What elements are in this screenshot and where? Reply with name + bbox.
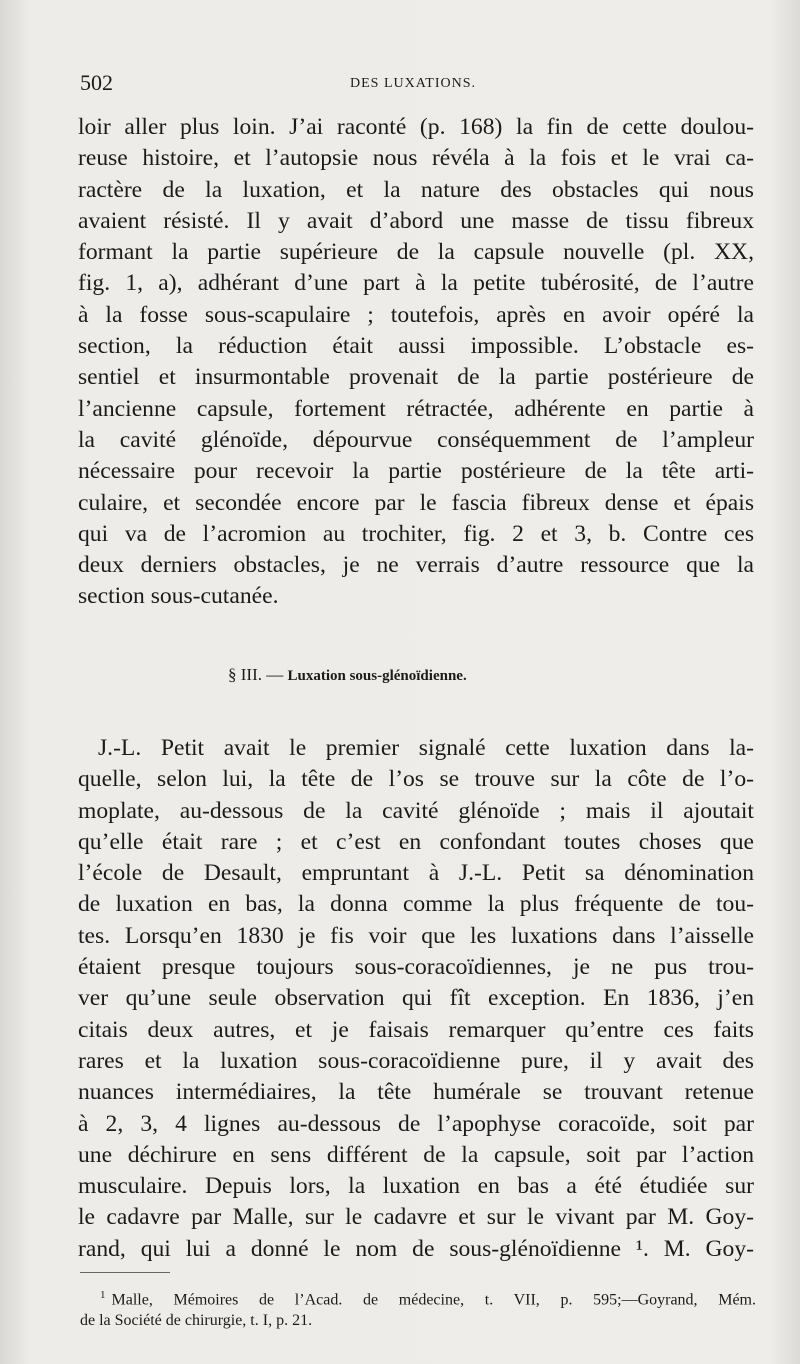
text-line: section sous-cutanée. bbox=[78, 583, 279, 610]
running-head: DES LUXATIONS. bbox=[350, 76, 476, 91]
text-line: à 2, 3, 4 lignes au-dessous de l’apophyse coracoïde, soit par bbox=[78, 1110, 754, 1137]
text-line: à la fosse sous-scapulaire ; toutefois, après en avoir opéré la bbox=[78, 301, 754, 328]
text-line: sentiel et insurmontable provenait de la partie postérieure de bbox=[78, 364, 754, 391]
text-line: section, la réduction était aussi impossible. L’obstacle es- bbox=[78, 333, 754, 360]
text-line: de luxation en bas, la donna comme la plus fréquente de tou- bbox=[78, 891, 754, 918]
text-line: rares et la luxation sous-coracoïdienne pure, il y avait des bbox=[78, 1047, 754, 1074]
footnote-line: de la Société de chirurgie, t. I, p. 21. bbox=[80, 1312, 313, 1329]
text-line: citais deux autres, et je faisais remarquer qu’entre ces faits bbox=[78, 1016, 754, 1043]
text-line: tes. Lorsqu’en 1830 je fis voir que les luxations dans l’aisselle bbox=[78, 922, 754, 949]
text-line: culaire, et secondée encore par le fascia fibreux dense et épais bbox=[78, 489, 754, 516]
text-line: nuances intermédiaires, la tête humérale se trouvant retenue bbox=[78, 1079, 754, 1106]
footnote-line bbox=[80, 1282, 756, 1308]
text-line: qui va de l’acromion au trochiter, fig. 2 et 3, b. Contre ces bbox=[78, 520, 754, 547]
text-line: ver qu’une seule observation qui fît exception. En 1836, j’en bbox=[78, 985, 754, 1012]
text-line: deux derniers obstacles, je ne verrais d’autre ressource que la bbox=[78, 552, 754, 579]
section-heading bbox=[228, 665, 628, 685]
section-title: Luxation sous-glénoïdienne. bbox=[287, 668, 467, 684]
paragraph-1 bbox=[78, 112, 754, 613]
text-line: une déchirure en sens différent de la capsule, soit par l’action bbox=[78, 1141, 754, 1168]
paragraph-2 bbox=[78, 733, 754, 1265]
text-line: loir aller plus loin. J’ai raconté (p. 168) la fin de cette doulou- bbox=[78, 114, 754, 140]
footnote-text: Malle, Mémoires de l’Acad. de médecine, t. VII, p. 595;—Goyrand, Mém. bbox=[111, 1291, 756, 1308]
text-line: la cavité glénoïde, dépourvue conséquemment de l’ampleur bbox=[78, 426, 754, 453]
text-line: l’ancienne capsule, fortement rétractée, adhérente en partie à bbox=[78, 395, 754, 422]
footnote-rule bbox=[80, 1272, 170, 1273]
text-line: nécessaire pour recevoir la partie postérieure de la tête arti- bbox=[78, 458, 754, 485]
text-line: ractère de la luxation, et la nature des obstacles qui nous bbox=[78, 176, 754, 203]
page-number: 502 bbox=[80, 70, 113, 95]
section-label: § III. — bbox=[228, 665, 284, 684]
text-line: avaient résisté. Il y avait d’abord une masse de tissu fibreux bbox=[78, 207, 754, 234]
text-line: reuse histoire, et l’autopsie nous révéla à la fois et le vrai ca- bbox=[78, 145, 754, 172]
text-line: rand, qui lui a donné le nom de sous-glénoïdienne ¹. M. Goy- bbox=[78, 1235, 754, 1262]
text-line: qu’elle était rare ; et c’est en confondant toutes choses que bbox=[78, 828, 754, 855]
text-line: fig. 1, a), adhérant d’une part à la petite tubérosité, de l’autre bbox=[78, 270, 754, 297]
text-line: musculaire. Depuis lors, la luxation en bas a été étudiée sur bbox=[78, 1173, 754, 1200]
page-header bbox=[80, 70, 760, 100]
text-line: le cadavre par Malle, sur le cadavre et sur le vivant par M. Goy- bbox=[78, 1204, 754, 1231]
text-line: moplate, au-dessous de la cavité glénoïde ; mais il ajoutait bbox=[78, 797, 754, 824]
footnote bbox=[80, 1282, 756, 1334]
text-line: étaient presque toujours sous-coracoïdiennes, je ne pus trou- bbox=[78, 954, 754, 981]
footnote-marker: 1 bbox=[100, 1289, 106, 1301]
text-line: J.-L. Petit avait le premier signalé cette luxation dans la- bbox=[98, 735, 754, 761]
text-line: quelle, selon lui, la tête de l’os se trouve sur la côte de l’o- bbox=[78, 766, 754, 793]
text-line: l’école de Desault, empruntant à J.-L. Petit sa dénomination bbox=[78, 860, 754, 887]
text-line: formant la partie supérieure de la capsule nouvelle (pl. XX, bbox=[78, 239, 754, 266]
